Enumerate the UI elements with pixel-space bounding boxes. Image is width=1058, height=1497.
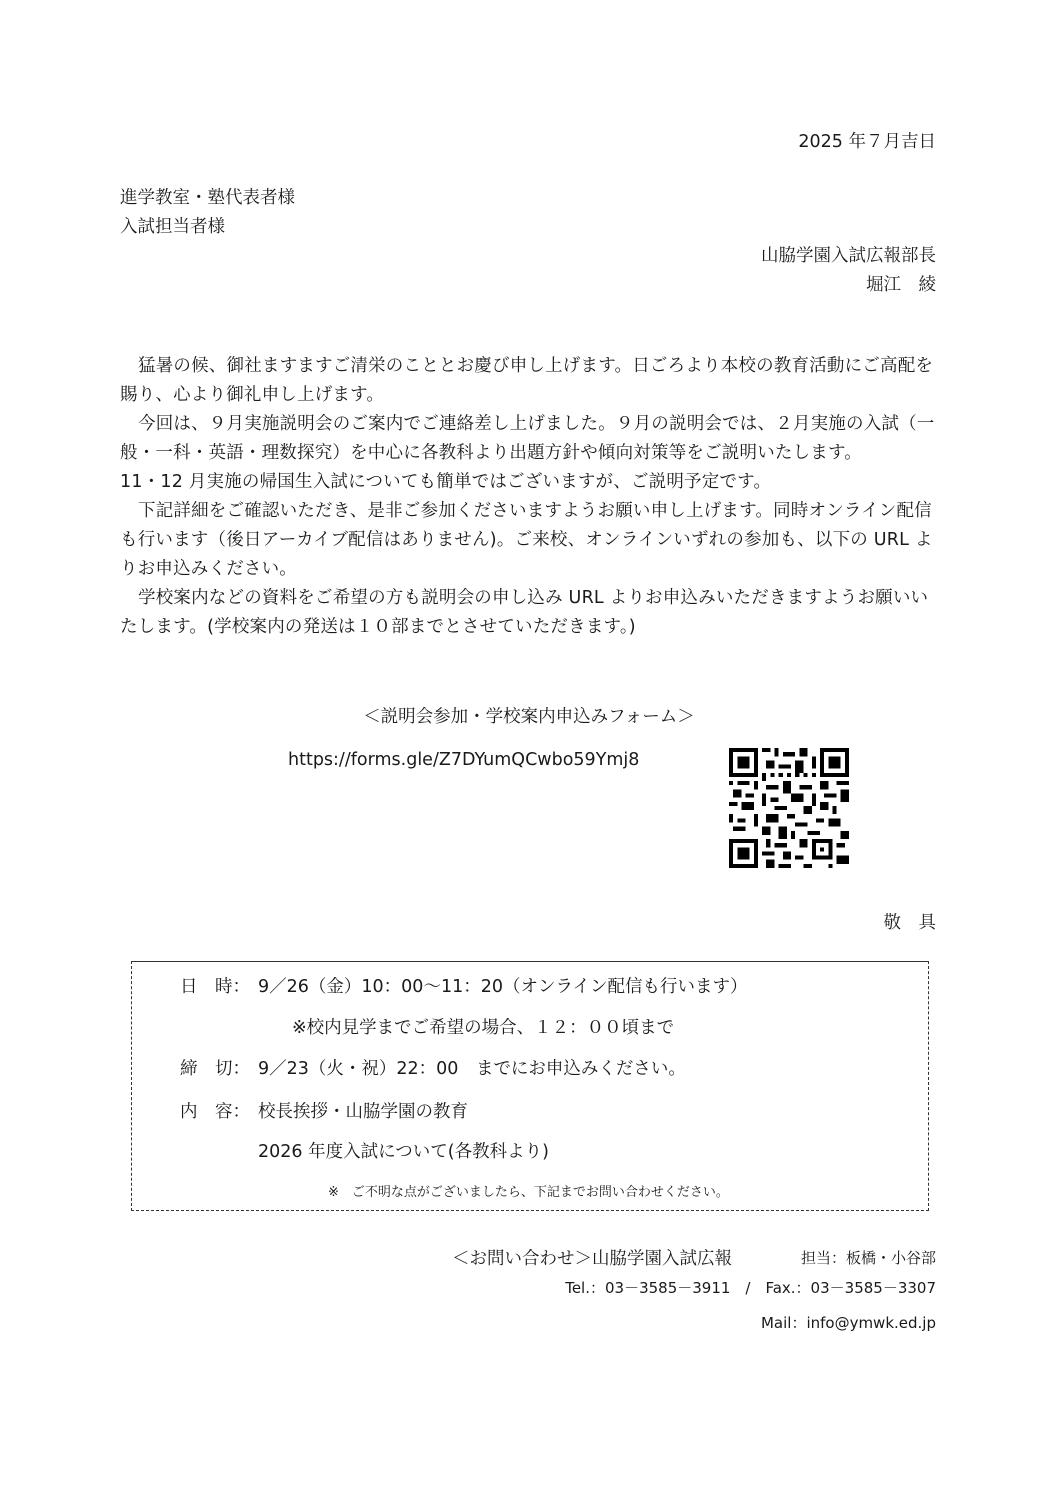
contact-mail-link[interactable]: Mail：info@ymwk.ed.jp (760, 1314, 936, 1332)
letter-body (120, 352, 940, 642)
body-paragraph-4: 学校案内などの資料をご希望の方も説明会の申し込み URL よりお申込みいただきますようお願いいたします。(学校案内の発送は１０部までとさせていただきます。) (120, 588, 929, 637)
letter-date: 2025 年７月吉日 (798, 132, 936, 152)
body-paragraph-2: 今回は、９月実施説明会のご案内でご連絡差し上げました。９月の説明会では、２月実施の入試（一般・一科・英語・理数探究）を中心に各教科より出題方針や傾向対策等をご説明いたします。 (120, 414, 935, 463)
details-note: ※ ご不明な点がございましたら、下記までお問い合わせください。 (328, 1185, 729, 1200)
sender-name: 堀江 綾 (866, 275, 936, 295)
date-value: 9／26（金）10：00～11：20（オンライン配信も行います） (258, 977, 748, 997)
content-label: 内 容： (180, 1102, 250, 1122)
qr-code-icon[interactable] (729, 748, 849, 868)
body-paragraph-2b: 11・12 月実施の帰国生入試についても簡単ではございますが、ご説明予定です。 (120, 472, 772, 492)
date-label: 日 時： (180, 977, 250, 997)
contact-staff: 担当：板橋・小谷部 (800, 1249, 936, 1267)
sender-title: 山脇学園入試広報部長 (761, 246, 936, 266)
date-note: ※校内見学までご希望の場合、１２：００頃まで (292, 1018, 675, 1038)
details-box (131, 961, 929, 1211)
form-url-link[interactable]: https://forms.gle/Z7DYumQCwbo59Ymj8 (288, 750, 640, 770)
body-paragraph-3: 下記詳細をご確認いただき、是非ご参加くださいますようお願い申し上げます。同時オンライン配信も行います（後日アーカイブ配信はありません)。ご来校、オンラインいずれの参加も、以下の URL よりお申込みください。 (120, 501, 933, 579)
addressee-line-1: 進学教室・塾代表者様 (120, 188, 295, 208)
addressee-line-2: 入試担当者様 (120, 217, 225, 237)
contact-tel-fax: Tel.：03－3585－3911 / Fax.：03－3585－3307 (565, 1279, 936, 1297)
closing-text: 敬 具 (883, 913, 936, 933)
form-heading: ＜説明会参加・学校案内申込みフォーム＞ (363, 707, 695, 727)
body-paragraph-1: 猛暑の候、御社ますますご清栄のこととお慶び申し上げます。日ごろより本校の教育活動にご高配を賜り、心より御礼申し上げます。 (120, 356, 934, 405)
contact-heading: ＜お問い合わせ＞山脇学園入試広報 (452, 1249, 732, 1269)
content-value-2: 2026 年度入試について(各教科より) (258, 1142, 549, 1162)
deadline-label: 締 切： (180, 1059, 250, 1079)
content-value-1: 校長挨拶・山脇学園の教育 (258, 1102, 468, 1122)
deadline-value: 9／23（火・祝）22：00 までにお申込みください。 (258, 1059, 686, 1079)
